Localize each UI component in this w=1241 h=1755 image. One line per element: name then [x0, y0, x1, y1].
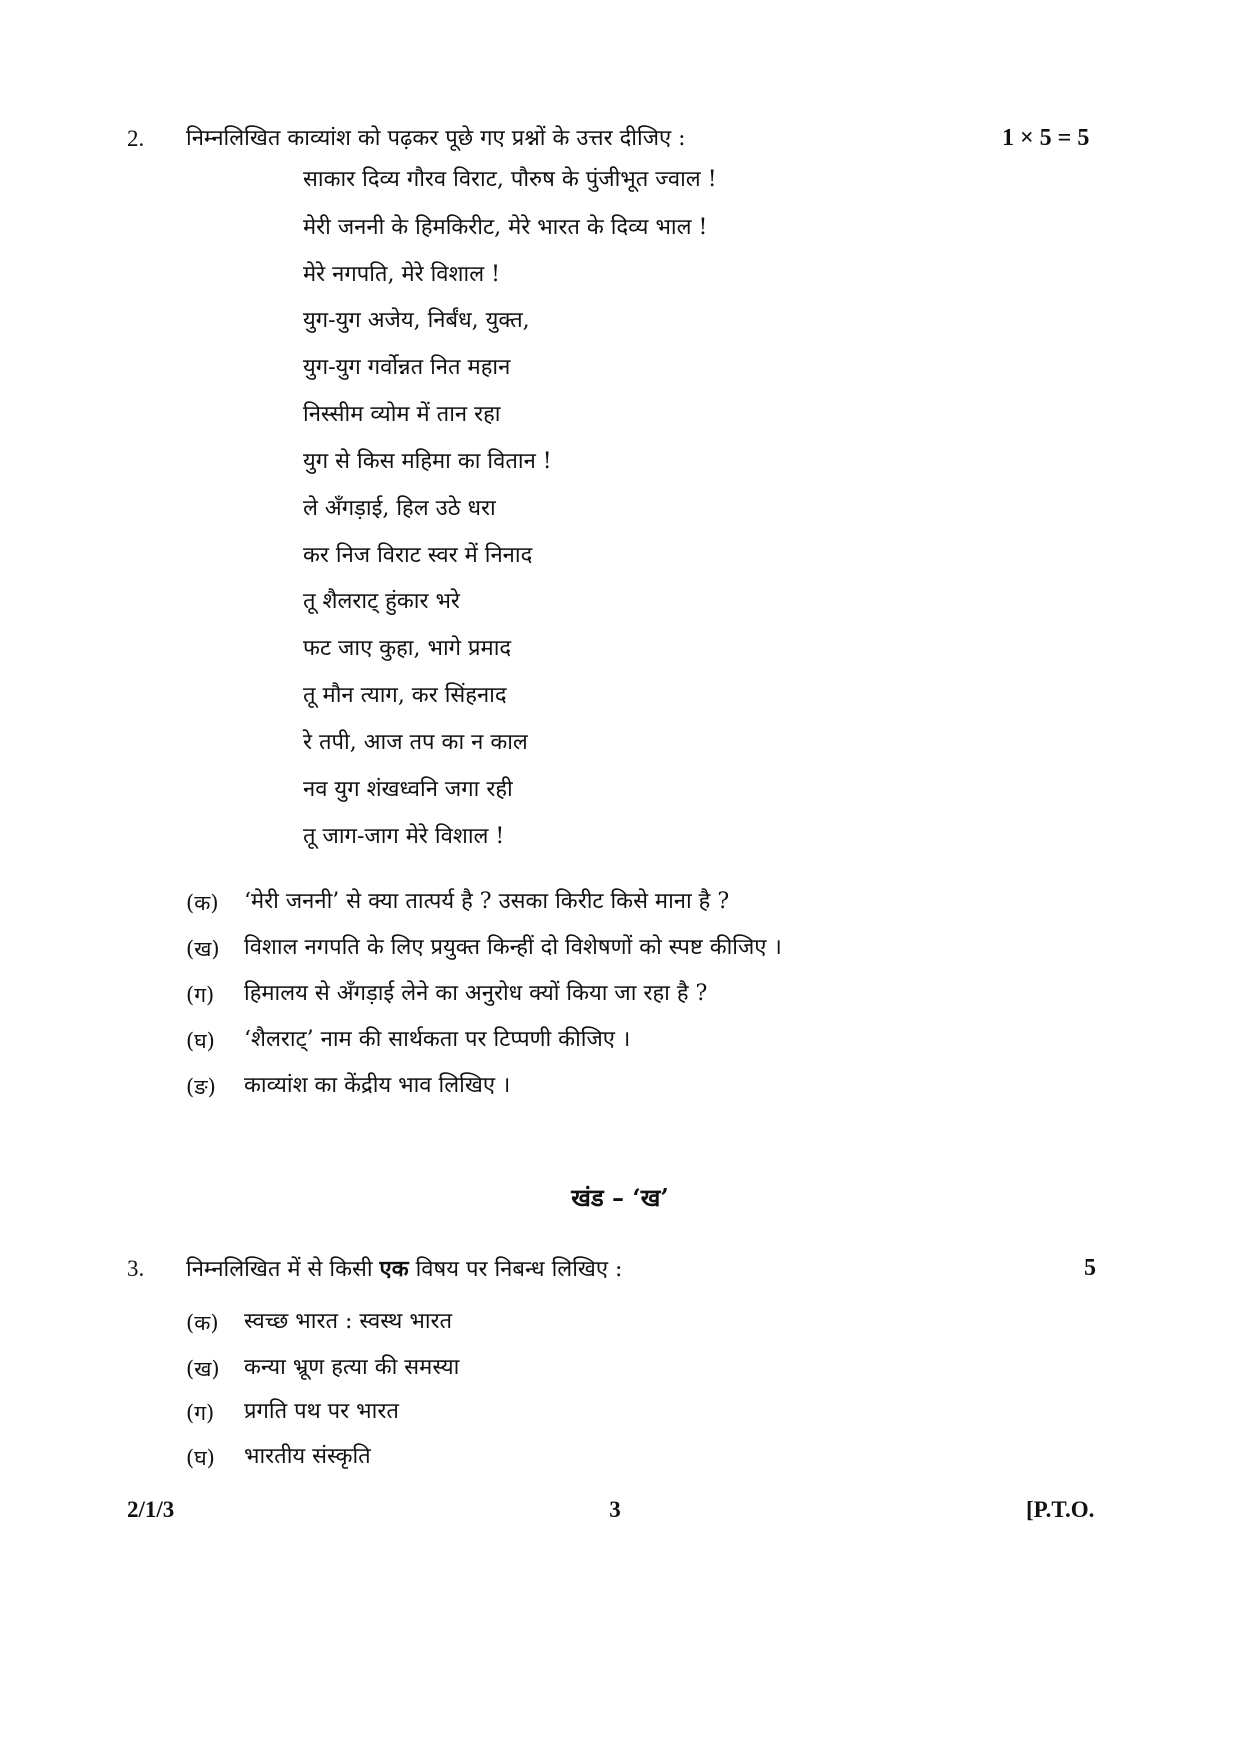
poem-line: नव युग शंखध्वनि जगा रही — [303, 777, 513, 802]
poem-line: तू जाग-जाग मेरे विशाल ! — [303, 824, 505, 849]
question-marks: 1 × 5 = 5 — [1002, 125, 1090, 151]
option-label: (घ) — [186, 1446, 215, 1470]
subquestion-label: (क) — [186, 891, 219, 915]
subquestion-label: (ङ) — [186, 1075, 216, 1099]
poem-line: युग-युग अजेय, निर्बंध, युक्त, — [303, 308, 530, 333]
section-heading: खंड – ‘ख’ — [571, 1183, 669, 1212]
poem-line: कर निज विराट स्वर में निनाद — [303, 543, 533, 568]
option-label: (क) — [186, 1311, 219, 1335]
poem-line: फट जाए कुहा, भागे प्रमाद — [303, 636, 512, 661]
subquestion-label: (ग) — [186, 983, 215, 1007]
question-instruction: निम्नलिखित काव्यांश को पढ़कर पूछे गए प्रश्नों के उत्तर दीजिए : — [186, 126, 686, 151]
poem-line: तू शैलराट् हुंकार भरे — [303, 589, 460, 614]
subquestion-text: ‘मेरी जननी’ से क्या तात्पर्य है ? उसका किरीट किसे माना है ? — [244, 889, 730, 914]
option-text: प्रगति पथ पर भारत — [244, 1399, 399, 1424]
instruction-text: निम्नलिखित में से किसी — [186, 1257, 380, 1282]
instruction-text: विषय पर निबन्ध लिखिए : — [408, 1257, 623, 1282]
page-number: 3 — [609, 1497, 621, 1522]
option-label: (ख) — [186, 1357, 220, 1381]
option-text: स्वच्छ भारत : स्वस्थ भारत — [244, 1309, 453, 1334]
question-number: 2. — [127, 126, 145, 151]
poem-line: युग से किस महिमा का वितान ! — [303, 449, 552, 474]
poem-line: मेरी जननी के हिमकिरीट, मेरे भारत के दिव्य भाल ! — [303, 215, 708, 240]
option-text: भारतीय संस्कृति — [244, 1444, 371, 1469]
option-label: (ग) — [186, 1401, 215, 1425]
subquestion-text: हिमालय से अँगड़ाई लेने का अनुरोध क्यों किया जा रहा है ? — [244, 981, 708, 1006]
pto-marker: [P.T.O. — [1026, 1497, 1095, 1522]
poem-line: मेरे नगपति, मेरे विशाल ! — [303, 262, 500, 287]
instruction-emphasis: एक — [379, 1256, 409, 1282]
poem-line: निस्सीम व्योम में तान रहा — [303, 402, 501, 427]
option-text: कन्या भ्रूण हत्या की समस्या — [244, 1355, 460, 1380]
poem-line: रे तपी, आज तप का न काल — [303, 730, 528, 755]
subquestion-text: विशाल नगपति के लिए प्रयुक्त किन्हीं दो विशेषणों को स्पष्ट कीजिए । — [244, 935, 782, 960]
poem-line: ले अँगड़ाई, हिल उठे धरा — [303, 496, 496, 521]
poem-line: तू मौन त्याग, कर सिंहनाद — [303, 683, 507, 708]
subquestion-text: काव्यांश का केंद्रीय भाव लिखिए । — [244, 1073, 511, 1098]
question-marks: 5 — [1084, 1255, 1096, 1281]
subquestion-label: (घ) — [186, 1029, 215, 1053]
poem-line: साकार दिव्य गौरव विराट, पौरुष के पुंजीभूत ज्वाल ! — [303, 167, 717, 192]
subquestion-label: (ख) — [186, 937, 220, 961]
question-number: 3. — [127, 1256, 145, 1281]
subquestion-text: ‘शैलराट्’ नाम की सार्थकता पर टिप्पणी कीजिए । — [244, 1027, 631, 1052]
poem-line: युग-युग गर्वोन्नत नित महान — [303, 355, 511, 380]
paper-code: 2/1/3 — [127, 1497, 175, 1522]
question-instruction — [186, 1254, 622, 1285]
